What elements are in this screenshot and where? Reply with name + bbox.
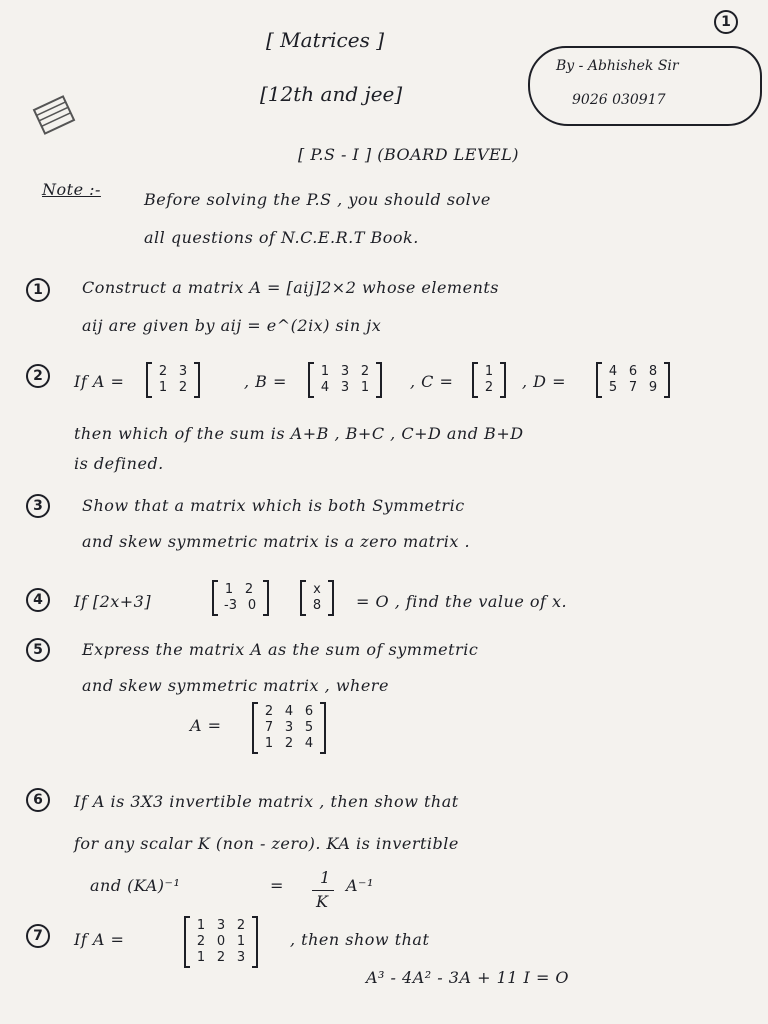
- q2-c-label: , C =: [410, 372, 454, 391]
- q3-line-2: and skew symmetric matrix is a zero matrix .: [82, 532, 471, 551]
- question-number-2: 2: [26, 364, 50, 388]
- section-subtitle: [ P.S - I ] (BOARD LEVEL): [298, 145, 520, 164]
- note-line-1: Before solving the P.S , you should solve: [144, 190, 491, 209]
- q2-line-3: is defined.: [74, 454, 164, 473]
- q5-matrix-a: 2 4 6 7 3 5 1 2 4: [252, 702, 326, 754]
- q4-matrix-2: x 8: [300, 580, 334, 616]
- q5-a-label: A =: [190, 716, 222, 735]
- q1-line-2: aij are given by aij = e^(2ix) sin jx: [82, 316, 382, 335]
- q4-prefix: If [2x+3]: [74, 592, 152, 611]
- q3-line-1: Show that a matrix which is both Symmetric: [82, 496, 465, 515]
- page-title: [ Matrices ]: [266, 28, 385, 52]
- q5-line-2: and skew symmetric matrix , where: [82, 676, 389, 695]
- q6-line-2: for any scalar K (non - zero). KA is invertible: [74, 834, 459, 853]
- q7-mid: , then show that: [290, 930, 430, 949]
- author-name: By - Abhishek Sir: [556, 58, 679, 74]
- q2-b-label: , B =: [244, 372, 287, 391]
- q2-matrix-c: 1 2: [472, 362, 506, 398]
- binder-clip-icon: [28, 89, 80, 140]
- q1-line-1: Construct a matrix A = [aij]2×2 whose elements: [82, 278, 500, 297]
- q2-matrix-d: 4 6 8 5 7 9: [596, 362, 670, 398]
- page-subtitle-grade: [12th and jee]: [260, 82, 403, 106]
- q4-matrix-1: 1 2 -3 0: [212, 580, 269, 616]
- question-number-3: 3: [26, 494, 50, 518]
- question-number-7: 7: [26, 924, 50, 948]
- question-number-4: 4: [26, 588, 50, 612]
- q7-equation: A³ - 4A² - 3A + 11 I = O: [366, 968, 570, 987]
- q6-fraction-bar: [312, 890, 334, 891]
- q2-matrix-b: 1 3 2 4 3 1: [308, 362, 382, 398]
- q4-suffix: = O , find the value of x.: [356, 592, 568, 611]
- question-number-1: 1: [26, 278, 50, 302]
- note-line-2: all questions of N.C.E.R.T Book.: [144, 228, 419, 247]
- page-number: 1: [714, 10, 738, 34]
- q5-line-1: Express the matrix A as the sum of symmetric: [82, 640, 479, 659]
- q2-d-label: , D =: [522, 372, 566, 391]
- q6-line-3-prefix: and (KA)⁻¹: [90, 876, 181, 895]
- q6-equals: =: [270, 876, 284, 895]
- q7-prefix: If A =: [74, 930, 125, 949]
- q2-prefix: If A =: [74, 372, 125, 391]
- q7-matrix-a: 1 3 2 2 0 1 1 2 3: [184, 916, 258, 968]
- note-label: Note :-: [42, 180, 101, 199]
- q6-line-3-suffix: A⁻¹: [346, 876, 374, 895]
- question-number-6: 6: [26, 788, 50, 812]
- q6-fraction-denominator: K: [316, 892, 329, 911]
- q2-matrix-a: 2 3 1 2: [146, 362, 200, 398]
- author-phone: 9026 030917: [572, 92, 666, 108]
- q6-fraction-numerator: 1: [320, 868, 331, 887]
- q2-line-2: then which of the sum is A+B , B+C , C+D and B+D: [74, 424, 524, 443]
- question-number-5: 5: [26, 638, 50, 662]
- q6-line-1: If A is 3X3 invertible matrix , then show that: [74, 792, 459, 811]
